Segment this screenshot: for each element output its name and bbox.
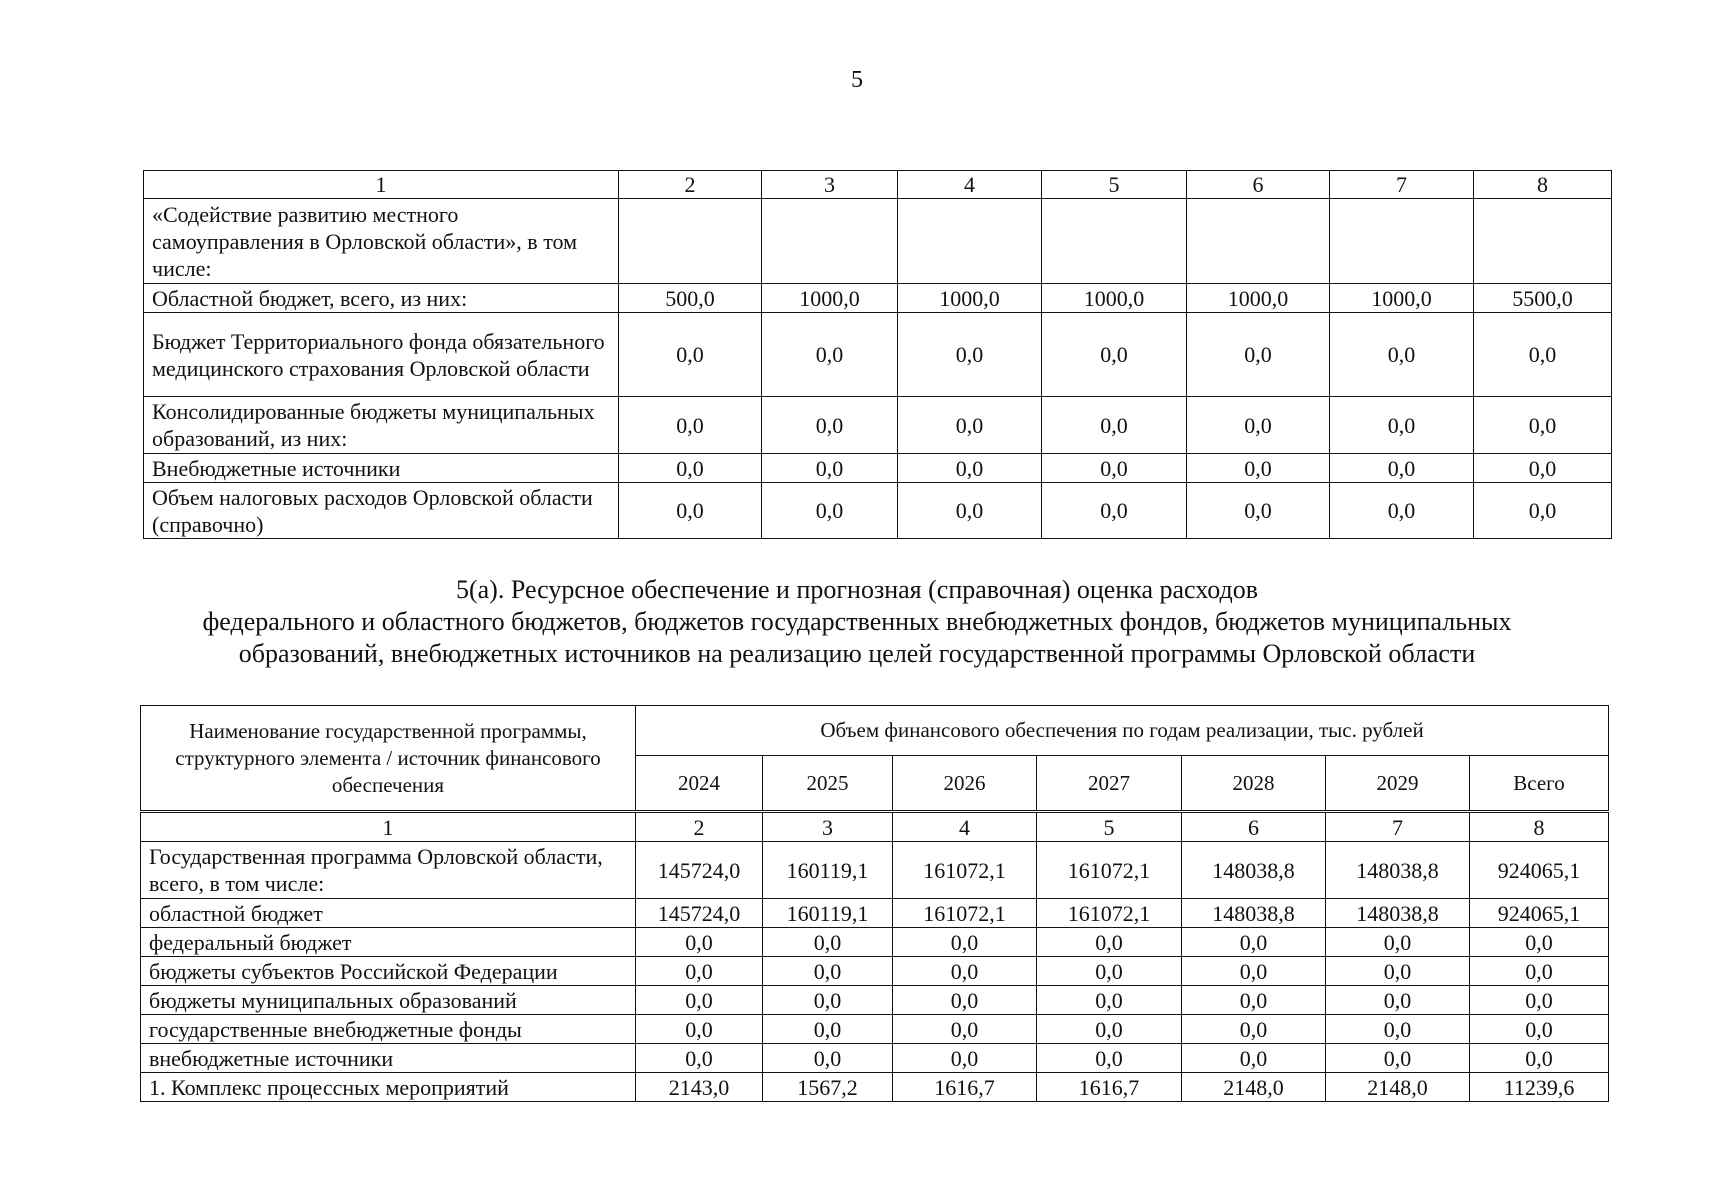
cell-value: 0,0 [1326,928,1470,957]
table-row [141,957,1609,986]
table-row [144,199,1612,284]
cell-value: 0,0 [1042,483,1187,539]
row-label: «Содействие развитию местного самоуправления в Орловской области», в том числе: [144,199,619,284]
section-title-line: федерального и областного бюджетов, бюджетов государственных внебюджетных фондов, бюджетов муниципальных [202,607,1512,636]
cell-value: 160119,1 [763,842,893,899]
cell-value: 0,0 [1187,483,1330,539]
cell-value: 0,0 [1330,454,1474,483]
page-number: 5 [851,67,863,93]
cell-value: 0,0 [619,483,762,539]
header-volume: Объем финансового обеспечения по годам реализации, тыс. рублей [636,706,1609,756]
cell-value: 0,0 [619,397,762,454]
col-num: 1 [144,171,619,199]
cell-value: 1000,0 [1330,284,1474,313]
table-row [141,1044,1609,1073]
cell-value: 0,0 [1182,957,1326,986]
cell-value: 0,0 [1474,483,1612,539]
row-label: бюджеты муниципальных образований [141,986,636,1015]
col-num: 3 [762,171,898,199]
cell-value: 0,0 [898,397,1042,454]
cell-value: 0,0 [619,454,762,483]
cell-value: 0,0 [636,986,763,1015]
col-num: 8 [1474,171,1612,199]
row-label: внебюджетные источники [141,1044,636,1073]
cell-value: 1000,0 [1187,284,1330,313]
cell-value: 0,0 [762,483,898,539]
section-title-line: образований, внебюджетных источников на реализацию целей государственной программы Орловской области [238,639,1476,668]
row-label: Областной бюджет, всего, из них: [144,284,619,313]
cell-value: 0,0 [1042,397,1187,454]
cell-value [762,199,898,284]
cell-value: 0,0 [1187,313,1330,397]
cell-value: 0,0 [763,928,893,957]
cell-value: 0,0 [762,313,898,397]
cell-value: 0,0 [619,313,762,397]
cell-value: 0,0 [762,397,898,454]
cell-value: 0,0 [763,1015,893,1044]
table-row [141,899,1609,928]
resource-table-header [140,705,1609,811]
cell-value: 5500,0 [1474,284,1612,313]
cell-value: 0,0 [1182,928,1326,957]
cell-value: 0,0 [898,483,1042,539]
row-label: Внебюджетные источники [144,454,619,483]
cell-value: 0,0 [1470,1015,1609,1044]
cell-value: 0,0 [1470,928,1609,957]
cell-value: 1616,7 [1037,1073,1182,1102]
table-row [141,986,1609,1015]
cell-value: 0,0 [893,928,1037,957]
col-num: 2 [619,171,762,199]
cell-value: 0,0 [1042,454,1187,483]
cell-value: 161072,1 [1037,842,1182,899]
cell-value: 0,0 [893,1044,1037,1073]
cell-value: 148038,8 [1326,899,1470,928]
cell-value: 1616,7 [893,1073,1037,1102]
cell-value: 0,0 [1474,313,1612,397]
year-header: 2027 [1037,756,1182,811]
cell-value: 0,0 [1326,957,1470,986]
col-num: 5 [1042,171,1187,199]
cell-value: 1000,0 [762,284,898,313]
row-label: Бюджет Территориального фонда обязательного медицинского страхования Орловской области [144,313,619,397]
cell-value: 0,0 [1037,1015,1182,1044]
cell-value: 2148,0 [1182,1073,1326,1102]
cell-value: 0,0 [898,313,1042,397]
col-num: 8 [1470,813,1609,842]
cell-value: 0,0 [1037,1044,1182,1073]
column-number-row [144,171,1612,199]
cell-value: 0,0 [636,1044,763,1073]
year-header: 2028 [1182,756,1326,811]
cell-value: 0,0 [893,1015,1037,1044]
cell-value: 0,0 [1037,957,1182,986]
total-header: Всего [1470,756,1609,811]
col-num: 7 [1326,813,1470,842]
row-label: областной бюджет [141,899,636,928]
cell-value: 1567,2 [763,1073,893,1102]
cell-value: 0,0 [1182,986,1326,1015]
cell-value: 500,0 [619,284,762,313]
year-header: 2024 [636,756,763,811]
row-label: государственные внебюджетные фонды [141,1015,636,1044]
cell-value: 924065,1 [1470,842,1609,899]
cell-value: 148038,8 [1182,842,1326,899]
cell-value: 0,0 [1037,986,1182,1015]
col-num: 7 [1330,171,1474,199]
cell-value: 2143,0 [636,1073,763,1102]
cell-value [1187,199,1330,284]
section-title-line: 5(а). Ресурсное обеспечение и прогнозная (справочная) оценка расходов [455,575,1259,604]
cell-value: 161072,1 [893,899,1037,928]
row-label: Консолидированные бюджеты муниципальных образований, из них: [144,397,619,454]
cell-value: 0,0 [1330,483,1474,539]
table-row [144,284,1612,313]
cell-value: 0,0 [893,986,1037,1015]
cell-value: 0,0 [636,957,763,986]
table-row [141,842,1609,899]
cell-value [898,199,1042,284]
cell-value: 0,0 [1474,454,1612,483]
table-row [144,397,1612,454]
cell-value: 1000,0 [898,284,1042,313]
cell-value: 0,0 [1470,986,1609,1015]
table-row [144,483,1612,539]
section-title [0,574,1714,670]
cell-value: 0,0 [1326,986,1470,1015]
year-header: 2025 [763,756,893,811]
table-row [141,928,1609,957]
cell-value: 0,0 [1187,397,1330,454]
cell-value: 145724,0 [636,899,763,928]
cell-value: 0,0 [1037,928,1182,957]
cell-value: 0,0 [763,986,893,1015]
table-row [141,1015,1609,1044]
cell-value: 0,0 [1042,313,1187,397]
cell-value: 0,0 [1470,957,1609,986]
cell-value: 11239,6 [1470,1073,1609,1102]
cell-value: 0,0 [893,957,1037,986]
cell-value [1474,199,1612,284]
cell-value: 1000,0 [1042,284,1187,313]
row-label: Объем налоговых расходов Орловской области (справочно) [144,483,619,539]
cell-value: 0,0 [1330,397,1474,454]
col-num: 4 [893,813,1037,842]
cell-value: 0,0 [636,928,763,957]
cell-value: 0,0 [1474,397,1612,454]
cell-value: 145724,0 [636,842,763,899]
cell-value: 161072,1 [1037,899,1182,928]
table-row [141,1073,1609,1102]
row-label: 1. Комплекс процессных мероприятий [141,1073,636,1102]
cell-value: 0,0 [636,1015,763,1044]
table-row [144,454,1612,483]
cell-value: 0,0 [898,454,1042,483]
row-label: федеральный бюджет [141,928,636,957]
year-header: 2029 [1326,756,1470,811]
cell-value: 2148,0 [1326,1073,1470,1102]
cell-value: 0,0 [1326,1015,1470,1044]
cell-value: 0,0 [1182,1015,1326,1044]
column-number-row [141,813,1609,842]
cell-value: 0,0 [1326,1044,1470,1073]
header-name: Наименование государственной программы, структурного элемента / источник финансового обеспечения [141,706,636,811]
cell-value: 0,0 [763,957,893,986]
row-label: Государственная программа Орловской области, всего, в том числе: [141,842,636,899]
table-row [144,313,1612,397]
cell-value [1330,199,1474,284]
row-label: бюджеты субъектов Российской Федерации [141,957,636,986]
col-num: 6 [1182,813,1326,842]
cell-value: 0,0 [1470,1044,1609,1073]
cell-value [1042,199,1187,284]
continuation-table [143,170,1612,539]
col-num: 5 [1037,813,1182,842]
year-header: 2026 [893,756,1037,811]
cell-value [619,199,762,284]
cell-value: 0,0 [1182,1044,1326,1073]
cell-value: 161072,1 [893,842,1037,899]
cell-value: 0,0 [1187,454,1330,483]
col-num: 3 [763,813,893,842]
cell-value: 148038,8 [1182,899,1326,928]
col-num: 6 [1187,171,1330,199]
col-num: 2 [636,813,763,842]
cell-value: 0,0 [762,454,898,483]
cell-value: 148038,8 [1326,842,1470,899]
cell-value: 0,0 [763,1044,893,1073]
cell-value: 160119,1 [763,899,893,928]
resource-table [140,812,1609,1102]
col-num: 4 [898,171,1042,199]
cell-value: 0,0 [1330,313,1474,397]
col-num: 1 [141,813,636,842]
cell-value: 924065,1 [1470,899,1609,928]
